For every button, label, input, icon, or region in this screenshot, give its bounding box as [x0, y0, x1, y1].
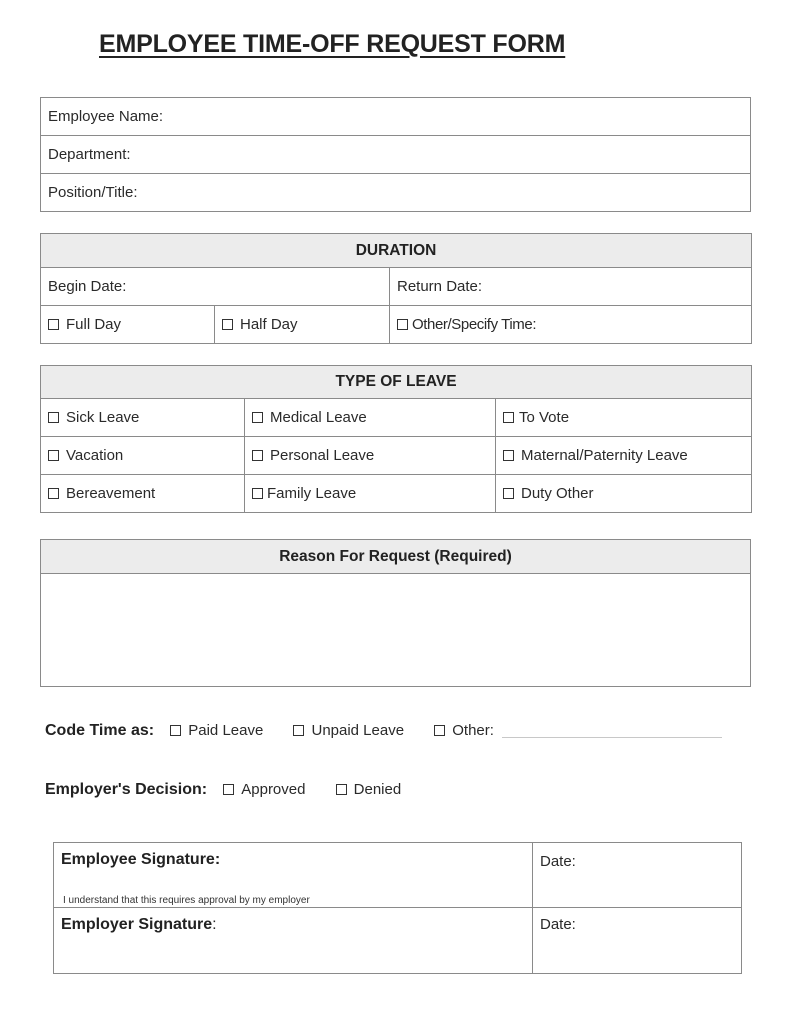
- decision-row: [45, 781, 401, 799]
- checkbox-icon[interactable]: [336, 784, 347, 795]
- option-label: Approved: [241, 781, 306, 798]
- checkbox-icon[interactable]: [252, 412, 263, 423]
- checkbox-icon[interactable]: [434, 725, 445, 736]
- half-day-option[interactable]: [215, 306, 390, 344]
- approved-option[interactable]: [223, 781, 305, 798]
- option-label: Denied: [353, 781, 402, 798]
- employer-signature-label: Employer Signature: [61, 916, 213, 933]
- option-label: Medical Leave: [270, 409, 367, 426]
- checkbox-icon[interactable]: [223, 784, 234, 795]
- employee-signature-field[interactable]: [54, 843, 533, 908]
- leave-header: TYPE OF LEAVE: [41, 366, 752, 399]
- option-label: To Vote: [519, 409, 570, 426]
- return-date-field[interactable]: [390, 268, 752, 306]
- leave-option[interactable]: [41, 475, 245, 513]
- unpaid-leave-option[interactable]: [293, 722, 404, 739]
- leave-option[interactable]: [245, 399, 496, 437]
- begin-date-field[interactable]: [41, 268, 390, 306]
- department-label: Department:: [48, 146, 131, 163]
- leave-option[interactable]: [245, 437, 496, 475]
- employer-signature-field[interactable]: [54, 908, 533, 974]
- department-field[interactable]: [41, 136, 751, 174]
- checkbox-icon[interactable]: [222, 319, 233, 330]
- option-label: Other/Specify Time:: [412, 316, 537, 333]
- checkbox-icon[interactable]: [170, 725, 181, 736]
- option-label: Other:: [452, 722, 494, 739]
- position-field[interactable]: [41, 174, 751, 212]
- employee-name-label: Employee Name:: [48, 108, 164, 125]
- option-label: Vacation: [66, 447, 124, 464]
- leave-option[interactable]: [41, 399, 245, 437]
- option-label: Paid Leave: [188, 722, 264, 739]
- checkbox-icon[interactable]: [48, 488, 59, 499]
- checkbox-icon[interactable]: [503, 450, 514, 461]
- leave-option[interactable]: [41, 437, 245, 475]
- leave-option[interactable]: [496, 437, 752, 475]
- employee-name-field[interactable]: [41, 98, 751, 136]
- other-time-option[interactable]: [390, 306, 752, 344]
- leave-option[interactable]: [496, 399, 752, 437]
- other-code-option[interactable]: [434, 722, 494, 739]
- position-label: Position/Title:: [48, 184, 138, 201]
- checkbox-icon[interactable]: [48, 450, 59, 461]
- date-label: Date:: [540, 916, 576, 933]
- employer-date-field[interactable]: [533, 908, 742, 974]
- option-label: Sick Leave: [66, 409, 140, 426]
- duration-table: [40, 233, 752, 344]
- reason-header: Reason For Request (Required): [41, 540, 751, 574]
- checkbox-icon[interactable]: [503, 412, 514, 423]
- code-time-row: [45, 722, 722, 740]
- paid-leave-option[interactable]: [170, 722, 263, 739]
- checkbox-icon[interactable]: [252, 488, 263, 499]
- leave-option[interactable]: [496, 475, 752, 513]
- option-label: Maternal/Paternity Leave: [521, 447, 688, 464]
- leave-option[interactable]: [245, 475, 496, 513]
- decision-label: Employer's Decision:: [45, 781, 208, 798]
- denied-option[interactable]: [336, 781, 402, 798]
- employee-date-field[interactable]: [533, 843, 742, 908]
- date-label: Date:: [540, 853, 576, 870]
- option-label: Family Leave: [267, 485, 357, 502]
- employee-info-table: [40, 97, 751, 212]
- leave-type-table: [40, 365, 752, 513]
- option-label: Bereavement: [66, 485, 156, 502]
- signature-table: [53, 842, 742, 974]
- option-label: Full Day: [66, 316, 122, 333]
- checkbox-icon[interactable]: [503, 488, 514, 499]
- checkbox-icon[interactable]: [293, 725, 304, 736]
- duration-header: DURATION: [41, 234, 752, 268]
- checkbox-icon[interactable]: [252, 450, 263, 461]
- other-code-input[interactable]: [502, 723, 722, 738]
- option-label: Duty Other: [521, 485, 594, 502]
- checkbox-icon[interactable]: [48, 319, 59, 330]
- code-time-label: Code Time as:: [45, 722, 155, 739]
- checkbox-icon[interactable]: [48, 412, 59, 423]
- employee-signature-label: Employee Signature:: [61, 851, 221, 868]
- full-day-option[interactable]: [41, 306, 215, 344]
- option-label: Half Day: [240, 316, 298, 333]
- employer-signature-colon: :: [212, 916, 217, 933]
- return-date-label: Return Date:: [397, 278, 483, 295]
- begin-date-label: Begin Date:: [48, 278, 127, 295]
- approval-note: I understand that this requires approval by my employer: [63, 895, 310, 906]
- checkbox-icon[interactable]: [397, 319, 408, 330]
- reason-table: [40, 539, 751, 687]
- reason-textarea[interactable]: [41, 574, 751, 687]
- option-label: Personal Leave: [270, 447, 375, 464]
- form-title: EMPLOYEE TIME-OFF REQUEST FORM: [99, 30, 566, 58]
- option-label: Unpaid Leave: [311, 722, 405, 739]
